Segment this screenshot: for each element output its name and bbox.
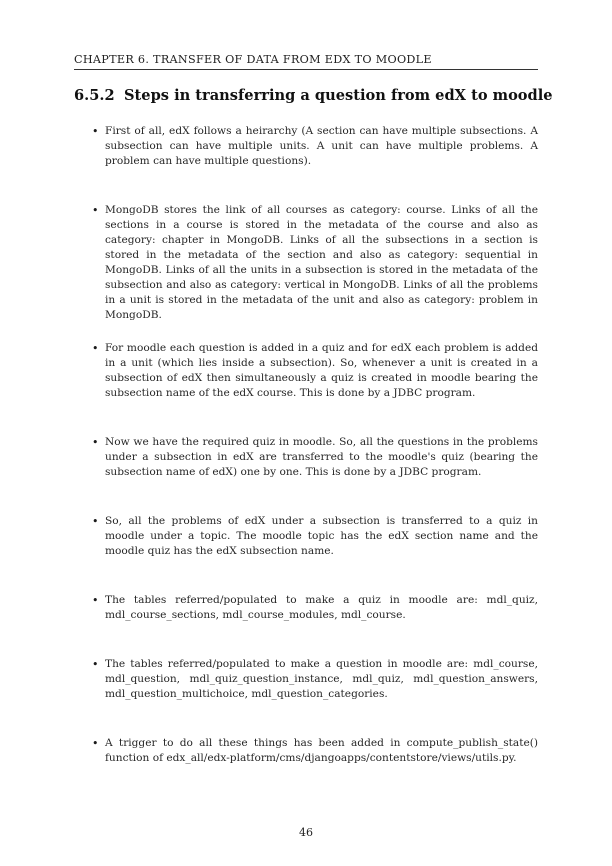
section-title: Steps in transferring a question from edX to moodle — [124, 87, 553, 104]
list-item-text: First of all, edX follows a heirarchy (A section can have multiple subsections. A subsection can have multiple units. A unit can have multiple problems. A problem can have multiple questions). — [105, 125, 538, 167]
bullet-icon: • — [92, 737, 99, 750]
list-item — [92, 514, 538, 559]
page-number: 46 — [299, 826, 313, 839]
bullet-icon: • — [92, 594, 99, 607]
bullet-icon: • — [92, 125, 99, 138]
list-item — [92, 657, 538, 702]
bullet-icon: • — [92, 436, 99, 449]
list-item — [92, 593, 538, 623]
list-item-text: So, all the problems of edX under a subsection is transferred to a quiz in moodle under a topic. The moodle topic has the edX section name and the moodle quiz has the edX subsection name. — [105, 515, 538, 557]
list-item-text: The tables referred/populated to make a quiz in moodle are: mdl_quiz, mdl_course_sections, mdl_course_modules, mdl_course. — [105, 594, 538, 621]
list-item — [92, 203, 538, 323]
list-item — [92, 124, 538, 169]
list-item — [92, 341, 538, 401]
list-item — [92, 736, 538, 766]
section-number: 6.5.2 — [74, 87, 115, 104]
list-item-text: The tables referred/populated to make a question in moodle are: mdl_course, mdl_question, mdl_quiz_question_instance, mdl_quiz, mdl_question_answers, mdl_question_multichoice, mdl_question_categories. — [105, 658, 538, 700]
list-item-text: For moodle each question is added in a quiz and for edX each problem is added in a unit (which lies inside a subsection). So, whenever a unit is created in a subsection of edX then simultaneously a quiz is created in moodle bearing the subsection name of the edX course. This is done by a JDBC program. — [105, 342, 538, 399]
list-item-text: MongoDB stores the link of all courses as category: course. Links of all the sections in a course is stored in the metadata of the course and also as category: chapter in MongoDB. Links of all the subsections in a section is stored in the metadata of the section and also as category: sequential in MongoDB. Links of all the units in a subsection is stored in the metadata of the subsection and also as category: vertical in MongoDB. Links of all the problems in a unit is stored in the metadata of the unit and also as category: problem in MongoDB. — [105, 204, 538, 321]
list-item-text: A trigger to do all these things has been added in compute_publish_state() function of edx_all/edx-platform/cms/djangoapps/contentstore/views/utils.py. — [105, 737, 538, 764]
section-heading — [74, 87, 553, 104]
bullet-icon: • — [92, 515, 99, 528]
bullet-icon: • — [92, 658, 99, 671]
header-rule — [74, 69, 538, 70]
bullet-icon: • — [92, 204, 99, 217]
list-item-text: Now we have the required quiz in moodle. So, all the questions in the problems under a subsection in edX are transferred to the moodle's quiz (bearing the subsection name of edX) one by one. This is done by a JDBC program. — [105, 436, 538, 478]
list-item — [92, 435, 538, 480]
bullet-icon: • — [92, 342, 99, 355]
running-head: CHAPTER 6. TRANSFER OF DATA FROM EDX TO MOODLE — [74, 53, 432, 66]
